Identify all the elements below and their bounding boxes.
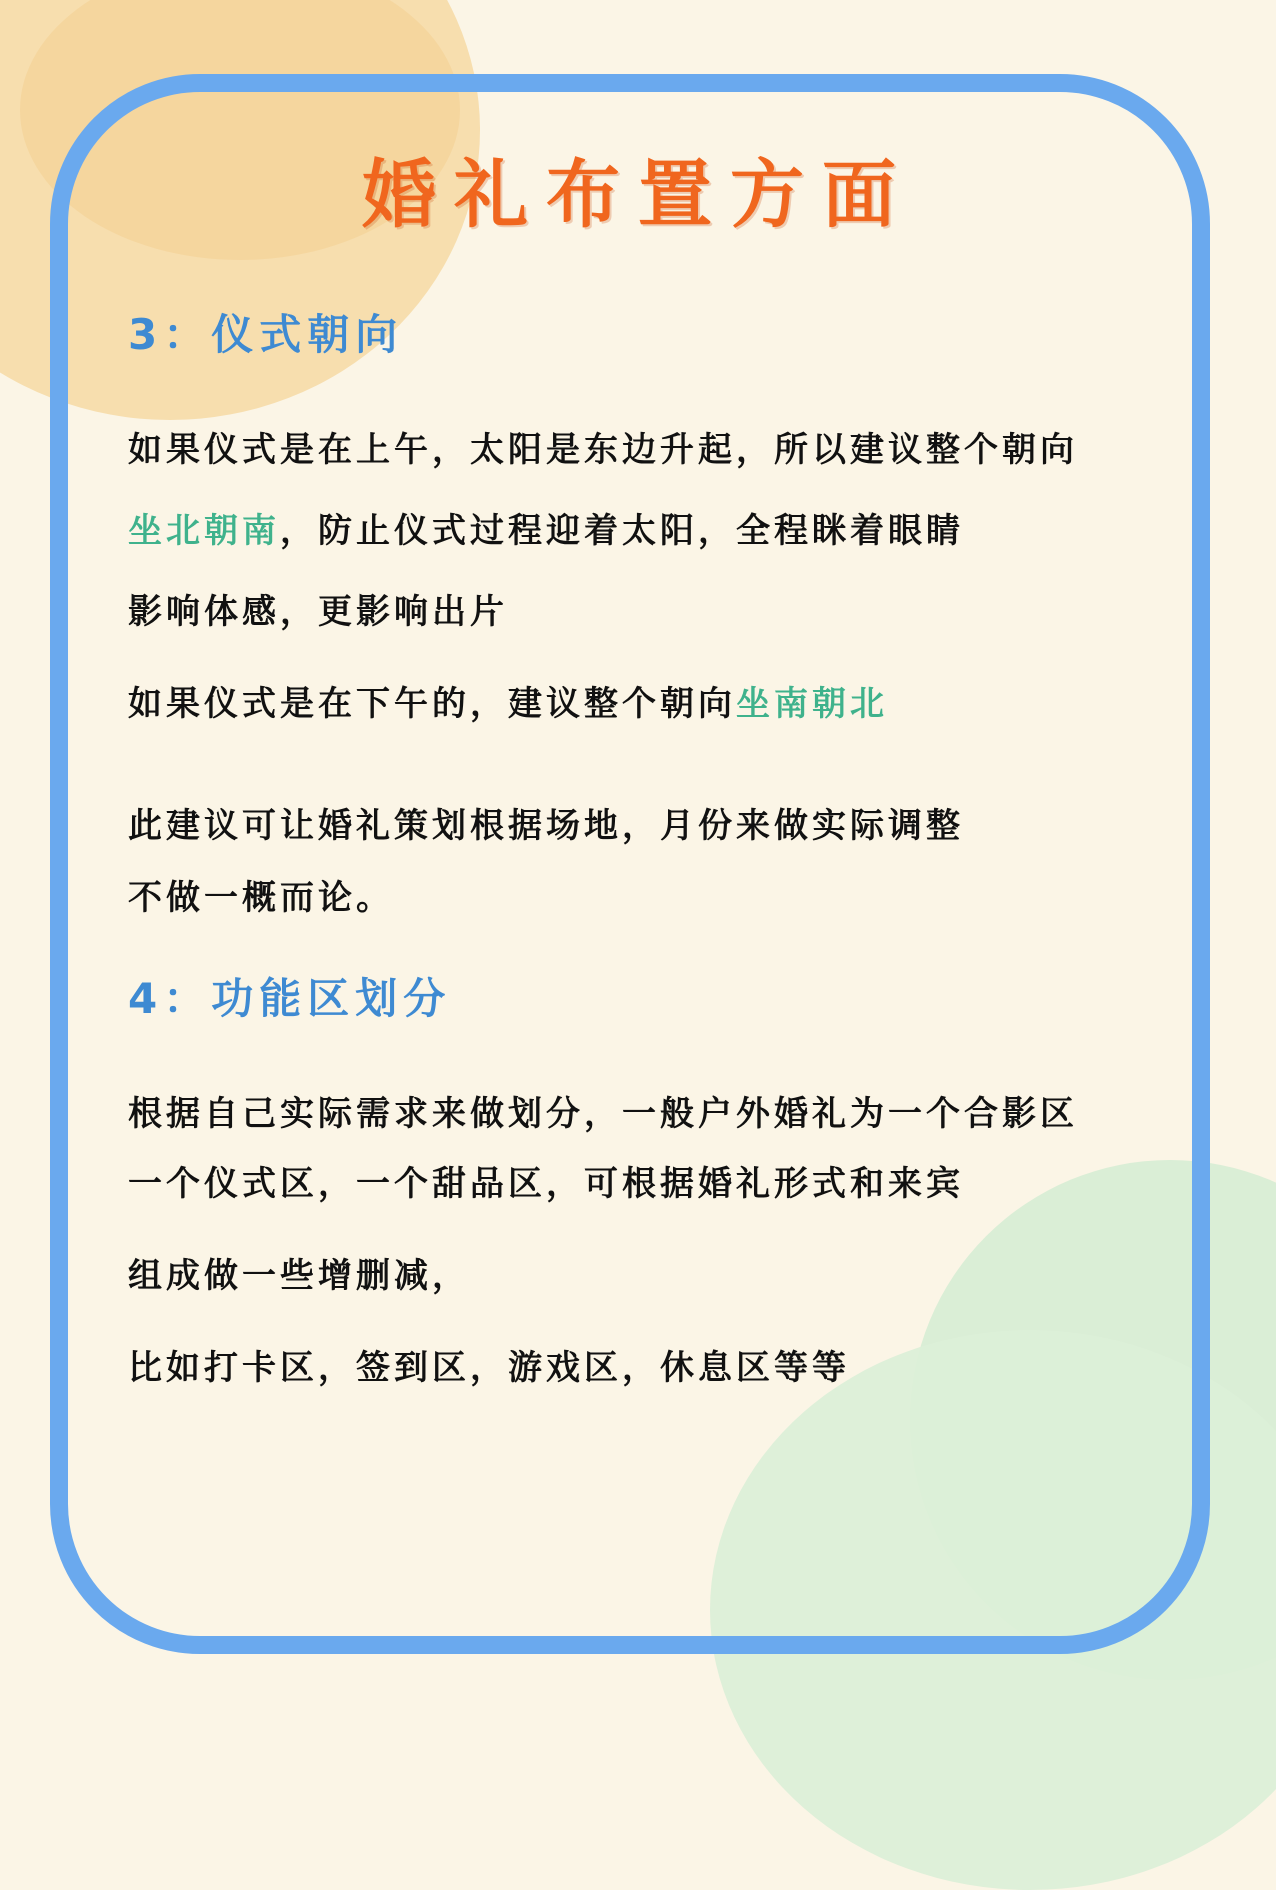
section-3-line-6: 不做一概而论。 <box>128 878 394 918</box>
section-3-line-2 <box>128 503 964 552</box>
section-3-line-1: 如果仪式是在上午，太阳是东边升起，所以建议整个朝向 <box>128 430 1078 470</box>
highlight-text: 坐南朝北 <box>736 684 888 724</box>
page-title: 婚礼布置方面 <box>362 152 914 238</box>
line-text: 如果仪式是在下午的，建议整个朝向 <box>128 684 736 724</box>
highlight-text: 坐北朝南 <box>128 511 280 551</box>
section-3-line-3: 影响体感，更影响出片 <box>128 592 508 632</box>
section-4-line-4: 比如打卡区，签到区，游戏区，休息区等等 <box>128 1348 850 1388</box>
section-3-line-5: 此建议可让婚礼策划根据场地，月份来做实际调整 <box>128 806 964 846</box>
line-text: ，防止仪式过程迎着太阳，全程眯着眼睛 <box>280 511 964 551</box>
section-4-line-1: 根据自己实际需求来做划分，一般户外婚礼为一个合影区 <box>128 1094 1078 1134</box>
section-3-heading: 3：仪式朝向 <box>128 310 404 359</box>
section-4-line-3: 组成做一些增删减， <box>128 1256 470 1296</box>
section-4-line-2: 一个仪式区，一个甜品区，可根据婚礼形式和来宾 <box>128 1164 964 1204</box>
section-4-heading: 4：功能区划分 <box>128 974 452 1023</box>
section-3-line-4 <box>128 676 888 725</box>
